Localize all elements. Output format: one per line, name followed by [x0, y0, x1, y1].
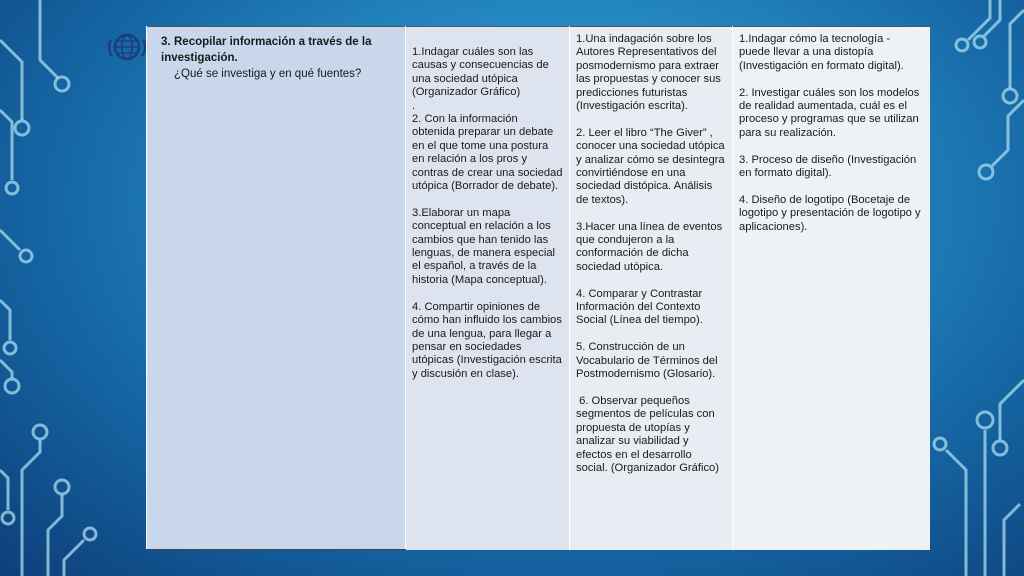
list-item: 4. Compartir opiniones de cómo han influido los cambios de una lengua, para llegar a pensar en sociedades utópicas (Investigación escrita y discusión en clase).	[412, 300, 565, 380]
list-item: 5. Construcción de un Vocabulario de Términos del Postmodernismo (Glosario).	[576, 341, 721, 381]
list-item: 1.Una indagación sobre los Autores Representativos del posmodernismo para extraer las propuestas y conocer sus predicciones futuristas (Investigación escrita).	[576, 33, 725, 113]
list-item: 1.Indagar cuáles son las causas y consecuencias de una sociedad utópica (Organizador Gráfico) . 2. Con la información obtenida preparar un debate en el que tome una postura en relación a los pros y contras de crear una sociedad utópica (Borrador de debate).	[412, 46, 563, 193]
list-item: 3.Hacer una línea de eventos que condujeron a la conformación de dicha sociedad utópica.	[576, 220, 726, 273]
globe-logo-icon	[108, 31, 146, 63]
table-cell-activities-2	[570, 27, 733, 550]
list-item: 2. Investigar cuáles son los modelos de realidad aumentada, cuál es el proceso y programas que se utilizan para su realización.	[739, 86, 923, 139]
list-item: 1.Indagar cómo la tecnología - puede llevar a una distopía (Investigación en formato digital).	[739, 33, 904, 72]
step-heading: 3. Recopilar información a través de la	[161, 36, 372, 48]
list-item: 2. Leer el libro “The Giver” , conocer una sociedad utópica y analizar cómo se desintegra convirtiéndose en una sociedad distópica. Análisis de textos).	[576, 126, 728, 206]
list-item: 3. Proceso de diseño (Investigación en formato digital).	[739, 153, 920, 180]
table-cell-step	[147, 27, 406, 550]
list-item: 4. Comparar y Contrastar Información del Contexto Social (Línea del tiempo).	[576, 287, 706, 327]
step-heading-cont: investigación.	[161, 52, 238, 64]
table-cell-activities-3	[733, 27, 931, 550]
table-row	[147, 27, 931, 550]
table-cell-activities-1	[406, 27, 570, 550]
planning-table	[146, 26, 930, 550]
list-item: 6. Observar pequeños segmentos de películas con propuesta de utopías y analizar su viabilidad y efectos en el desarrollo social. (Organizador Gráfico)	[576, 394, 720, 474]
list-item: 3.Elaborar un mapa conceptual en relación a los cambios que han tenido las lenguas, de manera especial el español, a través de la historia (Mapa conceptual).	[412, 206, 559, 286]
list-item: 4. Diseño de logotipo (Bocetaje de logotipo y presentación de logotipo y aplicaciones).	[739, 193, 924, 233]
step-question: ¿Qué se investiga y en qué fuentes?	[174, 68, 362, 80]
